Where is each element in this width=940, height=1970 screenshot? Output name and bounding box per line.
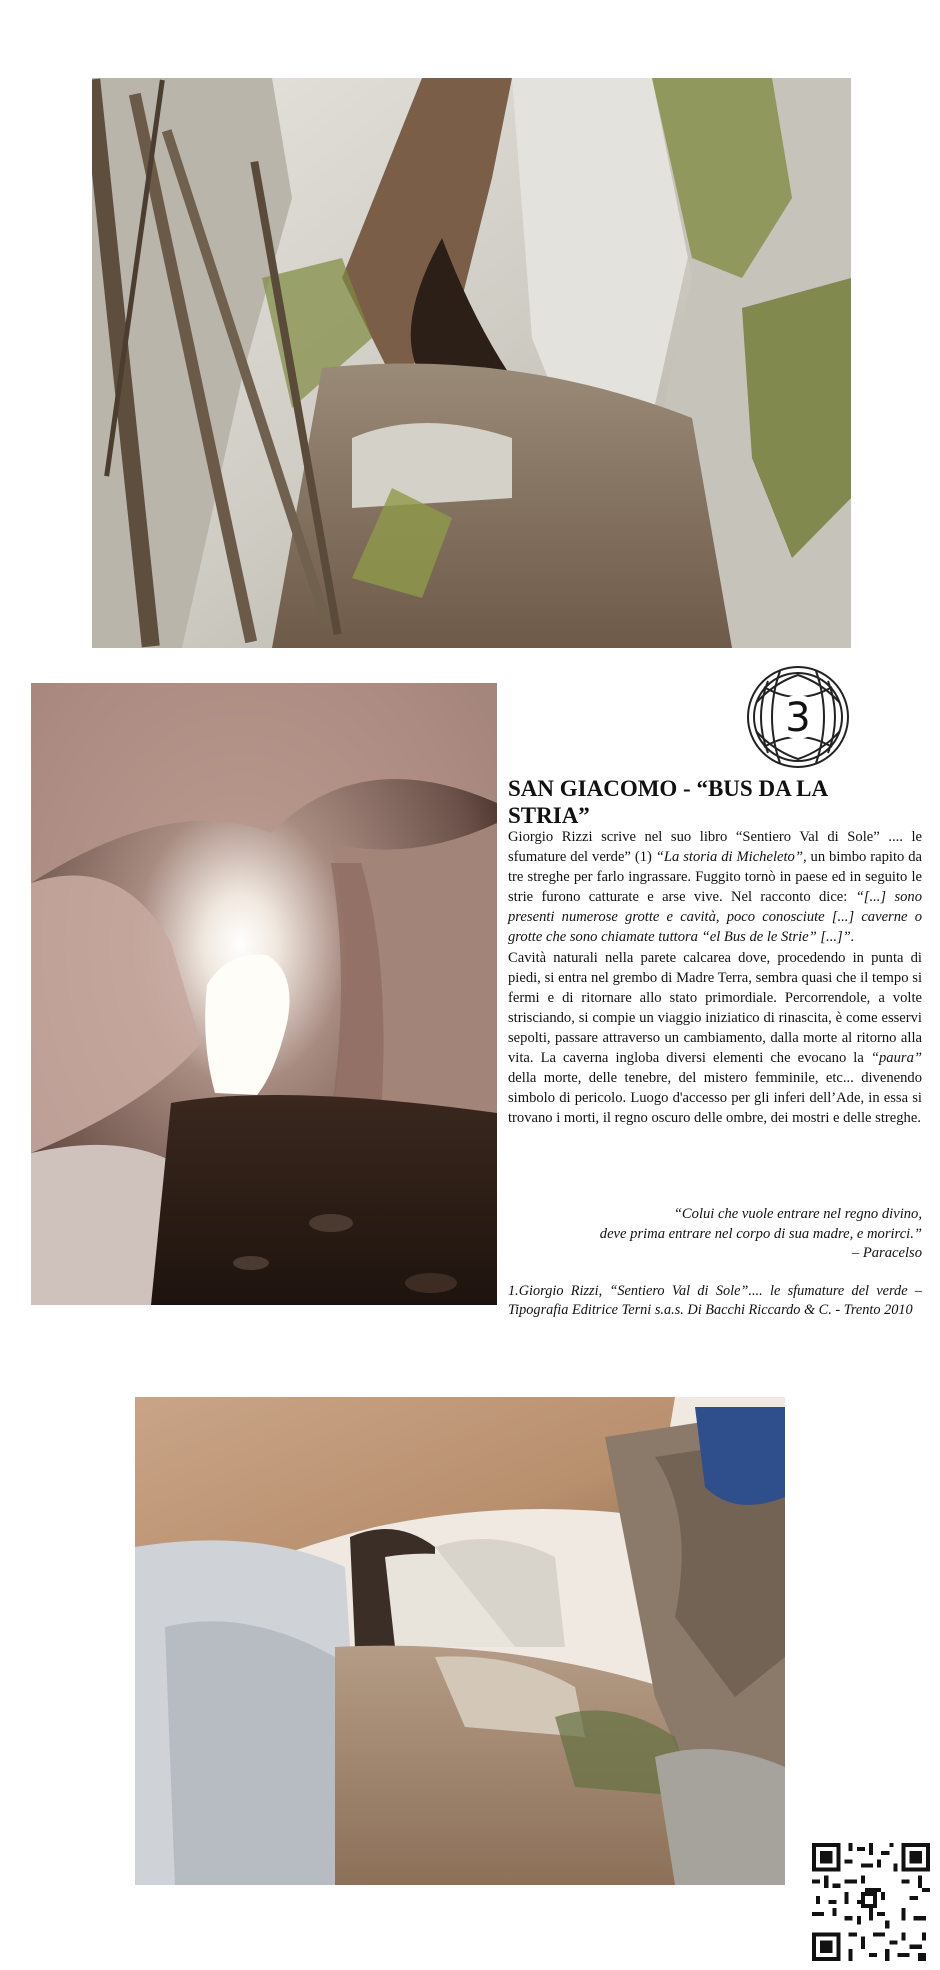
photo-cave-tunnel bbox=[31, 683, 497, 1305]
footnote: 1.Giorgio Rizzi, “Sentiero Val di Sole”.... le sfumature del verde – Tipografia Editrice Terni s.a.s. Di Bacchi Riccardo & C. - Trento 2010 bbox=[508, 1283, 922, 1318]
p2-text-a: Cavità naturali nella parete calcarea dove, procedendo in punta di piedi, si entra nel grembo di Madre Terra, sembra quasi che il tempo si fermi e di ritornare allo stato primordiale. Percorrendole, a volte strisciando, si compie un viaggio iniziatico di rinascita, è come esservi sepolti, passare attraverso un cambiamento, dalla morte al ritorno alla vita. La caverna ingloba diversi elementi che evocano la bbox=[508, 949, 922, 1067]
quote-author: – Paracelso bbox=[851, 1245, 922, 1261]
quote-line-2: deve prima entrare nel corpo di sua madre, e morirci.” bbox=[599, 1225, 922, 1242]
p2-emphasis: “paura” bbox=[870, 1050, 922, 1067]
p1-text-a: Giorgio Rizzi scrive nel suo libro “Sentiero Val di Sole” .... le sfumature del verde” (1) bbox=[508, 829, 922, 866]
badge-number: 3 bbox=[785, 695, 811, 741]
photo-rock-overhang-passage bbox=[135, 1397, 785, 1885]
p1-citation: “[...] sono presenti numerose grotte e cavità, poco conosciute [...] caverne o grotte che sono chiamate tuttora “el Bus de le Strie” [...]”. bbox=[508, 889, 923, 946]
celtic-knot-number-badge bbox=[744, 663, 852, 771]
photo-cave-entrance-cliff bbox=[92, 78, 851, 648]
p1-book-title: “La storia di Micheleto” bbox=[655, 849, 803, 866]
p2-text-c: della morte, delle tenebre, del mistero femminile, etc... divenendo simbolo di pericolo. Luogo d'accesso per gli inferi dell’Ade, in essa si trovano i morti, il regno oscuro delle ombre, dei mostri e delle streghe. bbox=[508, 1070, 922, 1127]
qr-code[interactable] bbox=[812, 1843, 930, 1961]
quote-line-1: “Colui che vuole entrare nel regno divino, bbox=[673, 1206, 922, 1222]
paracelso-quote bbox=[508, 1205, 922, 1264]
paragraph-1 bbox=[508, 827, 922, 948]
article-title: SAN GIACOMO - “BUS DA LA STRIA” bbox=[508, 776, 827, 828]
paragraph-2 bbox=[508, 948, 922, 1129]
p1-text-c: , un bimbo rapito da tre streghe per farlo ingrassare. Fuggito tornò in paese ed in seguito le strie furono catturate e arse vive. Nel racconto dice: bbox=[508, 849, 922, 906]
article-body bbox=[508, 827, 922, 1128]
